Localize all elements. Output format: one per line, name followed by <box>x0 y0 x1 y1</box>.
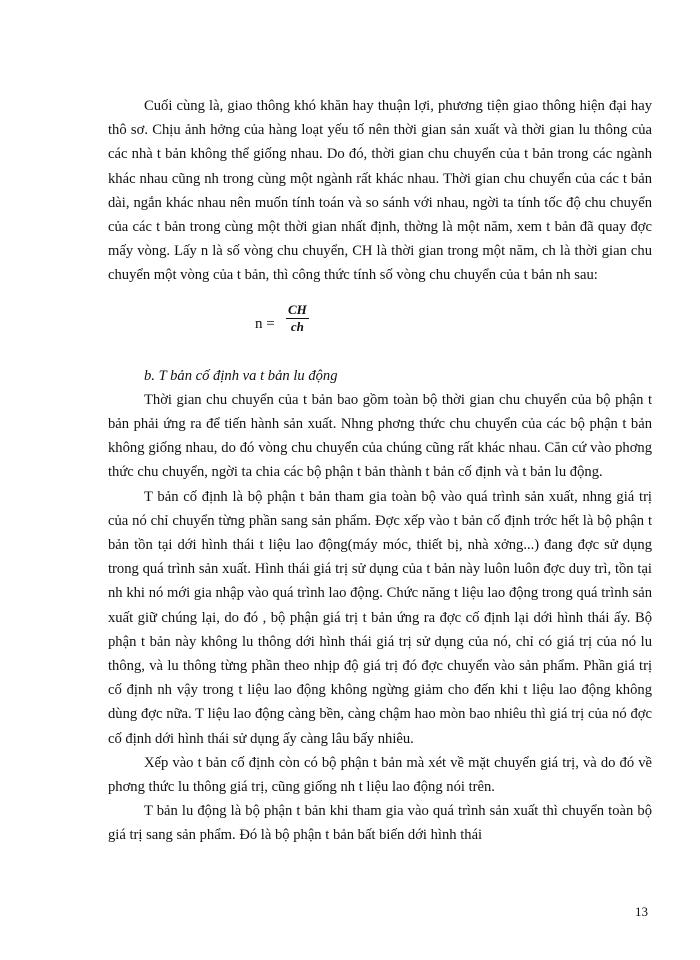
paragraph-fixed-capital: T bản cố định là bộ phận t bản tham gia toàn bộ vào quá trình sản xuất, nhng giá trị của nó chỉ chuyển từng phần sang sản phẩm. Đợc xếp vào t bản cố định trớc hết là bộ phận t bản tồn tại dới hình thái t liệu lao động(máy móc, thiết bị, nhà xởng...) đang đợc sử dụng trong quá trình sản xuất. Hình thái giá trị sử dụng của t bản này luôn luôn đợc duy trì, tồn tại nh khi nó mới gia nhập vào quá trình lao động. Chức năng t liệu lao động trong quá trình sản xuất giữ chúng lại, do đó , bộ phận giá trị t bản ứng ra đợc cố định lại dới hình thái ấy. Bộ phận t bản này không lu thông dới hình thái giá trị sử dụng của nó, chỉ có giá trị của nó lu thông, và lu thông từng phần theo nhịp độ giá trị đó đợc chuyển vào sản phẩm. Phần giá trị cố định nh vậy trong t liệu lao động không ngừng giảm cho đến khi t liệu lao động không dùng đợc nữa. T liệu lao động càng bền, càng chậm hao mòn bao nhiêu thì giá trị của nó đợc cố định dới hình thái sử dụng ấy càng lâu bấy nhiêu. <box>108 488 652 747</box>
formula-fraction <box>286 302 309 335</box>
formula-numerator: CH <box>288 301 307 317</box>
formula-lhs: n = <box>255 315 275 332</box>
turnover-formula <box>108 294 652 356</box>
formula-denominator: ch <box>290 318 304 334</box>
paragraph-fixed-capital-extra: Xếp vào t bản cố định còn có bộ phận t bản mà xét về mặt chuyển giá trị, và do đó về phơng thức lu thông giá trị, cũng giống nh t liệu lao động nói trên. <box>108 754 652 796</box>
section-heading-b: b. T bản cố định va t bản lu động <box>144 367 338 384</box>
document-body <box>108 94 652 848</box>
paragraph-capital-parts: Thời gian chu chuyển của t bản bao gồm toàn bộ thời gian chu chuyển của bộ phận t bản phải ứng ra để tiến hành sản xuất. Nhng phơng thức chu chuyển của các bộ phận t bản không giống nhau, do đó vòng chu chuyển của chúng cũng rất khác nhau. Căn cứ vào phơng thức chu chuyển, ngời ta chia các bộ phận t bản thành t bản cố định và t bản lu động. <box>108 391 652 481</box>
page-number: 13 <box>635 904 648 919</box>
paragraph-turnover-time: Cuối cùng là, giao thông khó khăn hay thuận lợi, phương tiện giao thông hiện đại hay thô sơ. Chịu ảnh hởng của hàng loạt yếu tố nên thời gian sản xuất và thời gian lu thông của các nhà t bản không thể giống nhau. Do đó, thời gian chu chuyển của t bản trong các ngành khác nhau cũng nh trong cùng một ngành rất khác nhau. Thời gian chu chuyển của các t bản dài, ngắn khác nhau nên muốn tính toán và so sánh với nhau, ngời ta tính tốc độ chu chuyển của các t bản trong cùng một thời gian nhất định, thờng là một năm, xem t bản đã quay đợc mấy vòng. Lấy n là số vòng chu chuyển, CH là thời gian trong một năm, ch là thời gian chu chuyển một vòng của t bản, thì công thức tính số vòng chu chuyển của t bản nh sau: <box>108 98 652 284</box>
paragraph-circulating-capital: T bản lu động là bộ phận t bản khi tham gia vào quá trình sản xuất thì chuyển toàn bộ giá trị sang sản phẩm. Đó là bộ phận t bản bất biến dới hình thái <box>108 803 652 844</box>
